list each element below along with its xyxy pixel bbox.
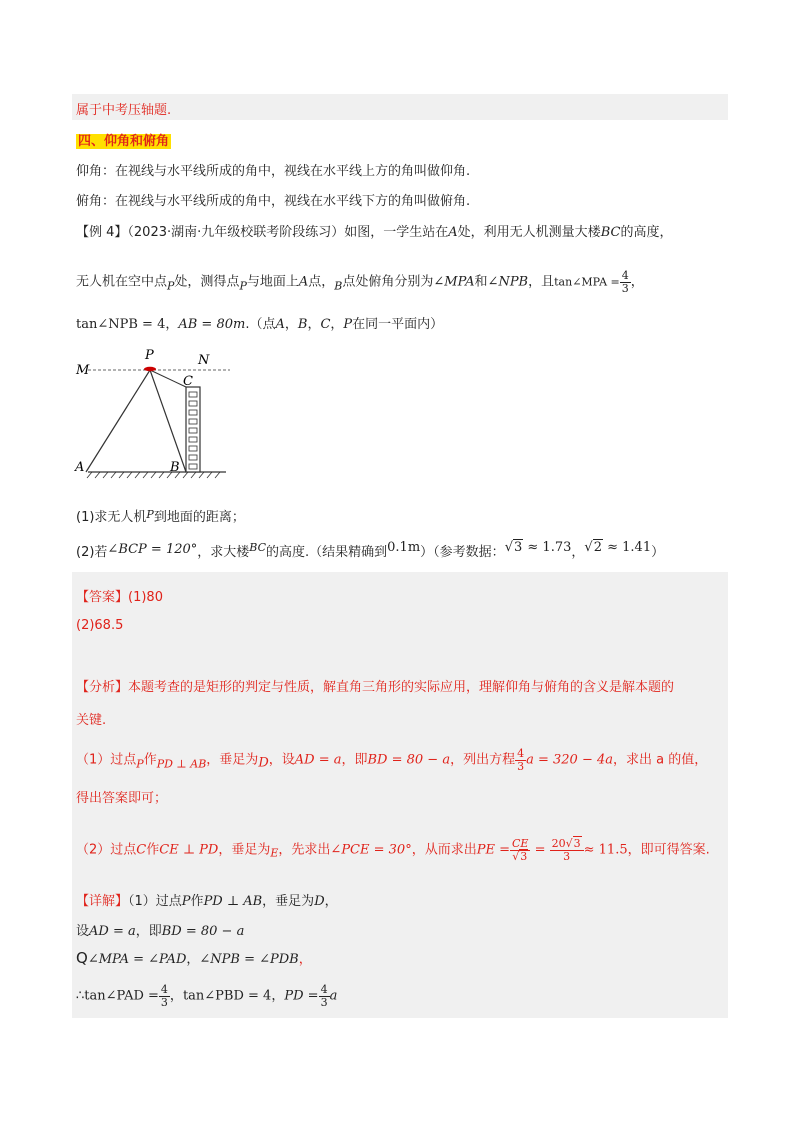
definition-depression: 俯角：在视线与水平线所成的角中，视线在水平线下方的角叫做俯角. — [76, 194, 471, 209]
text: 设 — [76, 924, 90, 939]
radicand: 2 — [593, 540, 602, 555]
math-var: C — [320, 317, 331, 332]
math-expr: ∠MPA — [433, 274, 475, 290]
text: 无人机在空中点 — [76, 274, 168, 290]
question-2 — [76, 540, 664, 560]
denominator: 3 — [621, 281, 629, 295]
math-var: BC — [600, 225, 621, 240]
text: 处，利用无人机测量大楼 — [457, 225, 601, 240]
analysis-line-1 — [76, 676, 674, 695]
example-line-1 — [76, 221, 672, 240]
text: 处，测得点 — [174, 274, 240, 290]
text: ，垂足为 — [262, 894, 315, 909]
line-PB — [150, 370, 186, 472]
therefore-symbol: ∴ — [76, 988, 85, 1004]
math-expr: AB = 80m — [178, 317, 246, 332]
text: (2)若 — [76, 545, 108, 560]
math-var: A — [298, 274, 309, 290]
math-expr: PD ⊥ AB — [156, 757, 207, 771]
text: 到地面的距离； — [153, 510, 245, 525]
section-title-wrap — [76, 130, 171, 149]
math-expr: tan∠PAD = — [84, 988, 159, 1004]
value: ≈ 1.73 — [527, 540, 572, 555]
math-expr: 0.1m — [387, 540, 421, 555]
text: ，且 — [528, 274, 555, 290]
label-C: C — [183, 374, 193, 389]
math-var: E — [270, 846, 279, 860]
text: ， — [307, 317, 321, 332]
math-var: P — [343, 317, 353, 332]
detail-line-3 — [76, 948, 312, 967]
text: ，求大楼 — [197, 545, 250, 560]
geometry-figure — [70, 345, 240, 485]
text: ，先求出 — [278, 842, 331, 858]
label-A: A — [75, 460, 85, 475]
math-expr: ∠NPB — [487, 274, 529, 290]
numerator: 20√3 — [550, 838, 584, 851]
math-var: P — [181, 894, 191, 909]
text: ， — [284, 317, 298, 332]
math-var: a — [329, 988, 338, 1004]
top-note: 属于中考压轴题. — [76, 103, 172, 118]
analysis-step-1-cont: 得出答案即可； — [76, 791, 168, 806]
numerator: 4 — [160, 983, 168, 996]
text: ， — [186, 952, 200, 967]
math-var: P — [146, 508, 154, 521]
text: ，垂足为 — [206, 752, 259, 768]
text: （1）过点 — [128, 894, 182, 909]
sqrt-2: √2 ≈ 1.41 — [584, 540, 652, 555]
radicand: 3 — [573, 837, 581, 850]
denominator: 3 — [320, 995, 328, 1009]
math-expr: AD = a — [294, 752, 342, 768]
math-expr: a = 320 − 4a — [526, 752, 614, 768]
text: ） — [651, 545, 665, 560]
section-title: 四、仰角和俯角 — [78, 134, 170, 149]
text: (1)求无人机 — [76, 510, 147, 525]
text: ，列出方程 — [450, 752, 516, 768]
text: 的高度.（结果精确到 — [266, 545, 388, 560]
math-var: B — [297, 317, 308, 332]
text: 的高度， — [620, 225, 673, 240]
math-var: D — [314, 894, 325, 909]
math-expr: tan∠PBD = 4 — [182, 988, 272, 1004]
numerator: CE — [511, 837, 529, 850]
fraction — [319, 984, 330, 1008]
denominator: 3 — [160, 995, 168, 1009]
text: ， — [330, 317, 344, 332]
math-expr: BD = 80 − a — [161, 924, 245, 939]
denominator: 3 — [517, 759, 525, 773]
math-expr: tan∠NPB = 4 — [76, 317, 166, 332]
math-var: A — [275, 317, 285, 332]
text: 在同一平面内） — [352, 317, 444, 332]
text: ， — [169, 988, 183, 1004]
detail-line-1 — [76, 890, 338, 909]
text: ，从而求出 — [411, 842, 477, 858]
text: ， — [571, 545, 585, 560]
text: （1）过点 — [76, 752, 137, 768]
analysis-step-2: （2）过点C作CE ⊥ PD，垂足为$_E$，先求出∠PCE = 30°，从而求出PE = $\frac{CE}{√3}$ = $\frac{20√3}{3}$ ≈ 11.5，即可得答案. — [76, 837, 710, 863]
math-expr: ∠BCP = 120° — [107, 542, 198, 557]
text: 作 — [143, 752, 157, 768]
fraction — [159, 984, 170, 1008]
text: ，设 — [268, 752, 295, 768]
math-expr: PD = — [284, 988, 319, 1004]
example-tag: 【例 4】 — [76, 225, 128, 240]
text: ，即 — [341, 752, 368, 768]
sqrt-3: √3 ≈ 1.73 — [504, 540, 572, 555]
denominator: 3 — [563, 849, 571, 863]
numerator: 4 — [621, 269, 629, 282]
text: ， — [630, 274, 644, 290]
math-expr: CE ⊥ PD — [159, 842, 219, 858]
math-var: BC — [249, 541, 267, 554]
drone-icon — [144, 367, 156, 371]
text: （2）过点 — [76, 842, 137, 858]
text: 如图，一学生站在 — [344, 225, 449, 240]
math-var: P — [239, 279, 247, 293]
text: 本题考查的是矩形的判定与性质，解直角三角形的实际应用，理解仰角与俯角的含义是解本题的 — [128, 680, 675, 695]
fraction-20sqrt3 — [550, 838, 584, 862]
label-B: B — [170, 460, 180, 475]
math-var: C — [136, 842, 147, 858]
math-expr: ∠NPB = ∠PDB — [199, 952, 299, 967]
numerator: 4 — [517, 747, 525, 760]
math-var: A — [448, 225, 458, 240]
text: ， — [298, 952, 312, 967]
text: ， — [165, 317, 179, 332]
text: ）（参考数据： — [420, 545, 505, 560]
text: ， — [324, 894, 338, 909]
text: 与地面上 — [246, 274, 299, 290]
text: 和 — [474, 274, 488, 290]
text: ， — [271, 988, 285, 1004]
because-symbol: Q — [76, 949, 88, 967]
math-expr: PE = — [476, 842, 510, 858]
math-expr: ≈ 11.5 — [583, 842, 628, 858]
line-PA — [86, 370, 150, 472]
example-source: （2023·湖南·九年级校联考阶段练习） — [127, 225, 345, 240]
math-var: D — [258, 755, 269, 771]
text: 作 — [190, 894, 204, 909]
example-line-3 — [76, 313, 443, 332]
coef: 20 — [551, 837, 566, 850]
detail-line-2 — [76, 920, 244, 939]
text: ，求出 a 的值， — [613, 752, 708, 768]
answer-tag: 【答案】 — [76, 590, 129, 605]
label-P: P — [145, 348, 154, 363]
math-var: P — [167, 279, 175, 293]
text: 点处俯角分别为 — [342, 274, 434, 290]
building — [186, 387, 200, 472]
text: ，垂足为 — [218, 842, 271, 858]
text: 点， — [308, 274, 335, 290]
text: ，即可得答案. — [627, 842, 710, 858]
analysis-tag: 【分析】 — [76, 680, 129, 695]
denominator: √3 — [512, 849, 528, 863]
numerator: 4 — [320, 983, 328, 996]
question-1 — [76, 506, 245, 525]
label-N: N — [198, 353, 210, 368]
answer-1 — [76, 586, 163, 605]
value: ≈ 1.41 — [607, 540, 652, 555]
label-M: M — [76, 363, 90, 378]
radicand: 3 — [520, 849, 528, 863]
answer-2: (2)68.5 — [76, 618, 124, 633]
math-expr: tan∠MPA = — [554, 275, 620, 289]
fraction — [515, 748, 526, 772]
fraction-ce-sqrt3 — [510, 838, 530, 862]
answer-part-1: (1)80 — [128, 590, 163, 605]
ground-hatching — [87, 472, 220, 478]
math-var: P — [136, 757, 144, 771]
detail-tag: 【详解】 — [76, 894, 129, 909]
text: ，即 — [135, 924, 162, 939]
text: .（点 — [245, 317, 276, 332]
math-expr: AD = a — [89, 924, 136, 939]
example-line-2 — [76, 270, 644, 294]
math-expr: PD ⊥ AB — [203, 894, 263, 909]
math-expr: ∠PCE = 30° — [330, 842, 412, 858]
text: 作 — [146, 842, 160, 858]
analysis-step-1 — [76, 748, 707, 772]
detail-line-4 — [76, 984, 337, 1008]
radicand: 3 — [513, 540, 523, 555]
fraction — [620, 270, 631, 294]
math-expr: ∠MPA = ∠PAD — [87, 952, 187, 967]
math-expr: BD = 80 − a — [367, 752, 451, 768]
math-var: B — [334, 279, 343, 293]
definition-elevation: 仰角：在视线与水平线所成的角中，视线在水平线上方的角叫做仰角. — [76, 164, 471, 179]
analysis-line-2: 关键. — [76, 713, 107, 728]
